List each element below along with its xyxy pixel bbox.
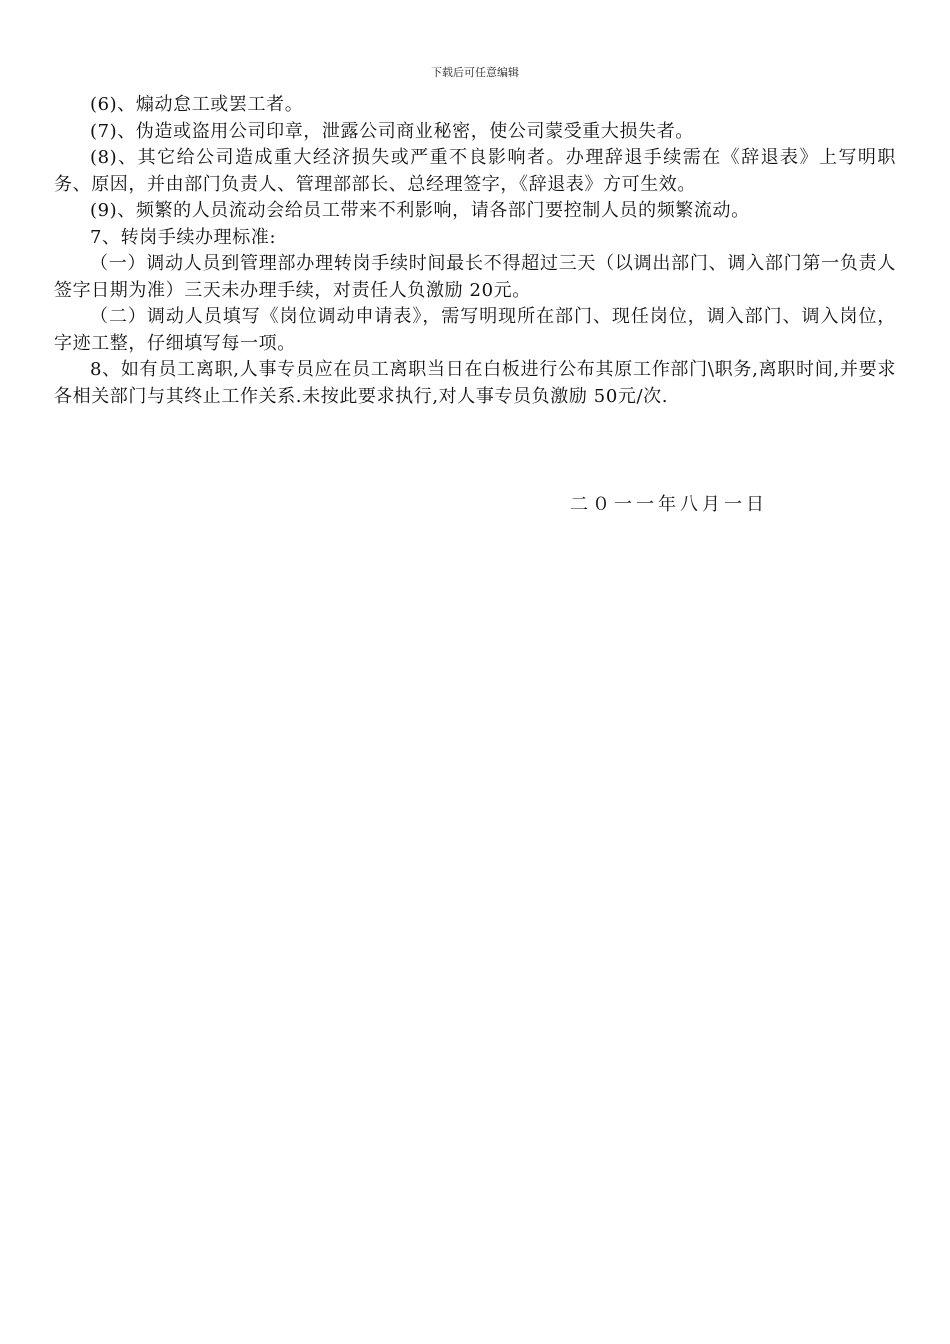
paragraph-section-7-heading: 7、转岗手续办理标准: [90,226,277,248]
paragraph-section-8: 8、如有员工离职,人事专员应在员工离职当日在白板进行公布其原工作部门\职务,离职时间,并要求各相关部门与其终止工作关系.未按此要求执行,对人事专员负激励 50元/次. [54,359,896,407]
paragraph-item-6: (6)、煽动怠工或罢工者。 [90,94,304,115]
paragraph-item-9: (9)、频繁的人员流动会给员工带来不利影响，请各部门要控制人员的频繁流动。 [90,200,750,221]
document-date: 二０一一年八月一日 [570,494,768,515]
page-header: 下载后可任意编辑 [431,66,519,79]
paragraph-section-7-clause-2: （二）调动人员填写《岗位调动申请表》，需写明现所在部门、现任岗位，调入部门、调入岗位，字迹工整，仔细填写每一项。 [54,306,896,354]
paragraph-section-7-clause-1: （一）调动人员到管理部办理转岗手续时间最长不得超过三天（以调出部门、调入部门第一负责人签字日期为准）三天未办理手续，对责任人负激励 20元。 [54,253,896,301]
document-body [54,92,896,410]
paragraph-item-7: (7)、伪造或盗用公司印章，泄露公司商业秘密，使公司蒙受重大损失者。 [90,120,694,142]
paragraph-item-8: (8)、其它给公司造成重大经济损失或严重不良影响者。办理辞退手续需在《辞退表》上写明职务、原因，并由部门负责人、管理部部长、总经理签字，《辞退表》方可生效。 [54,147,896,195]
